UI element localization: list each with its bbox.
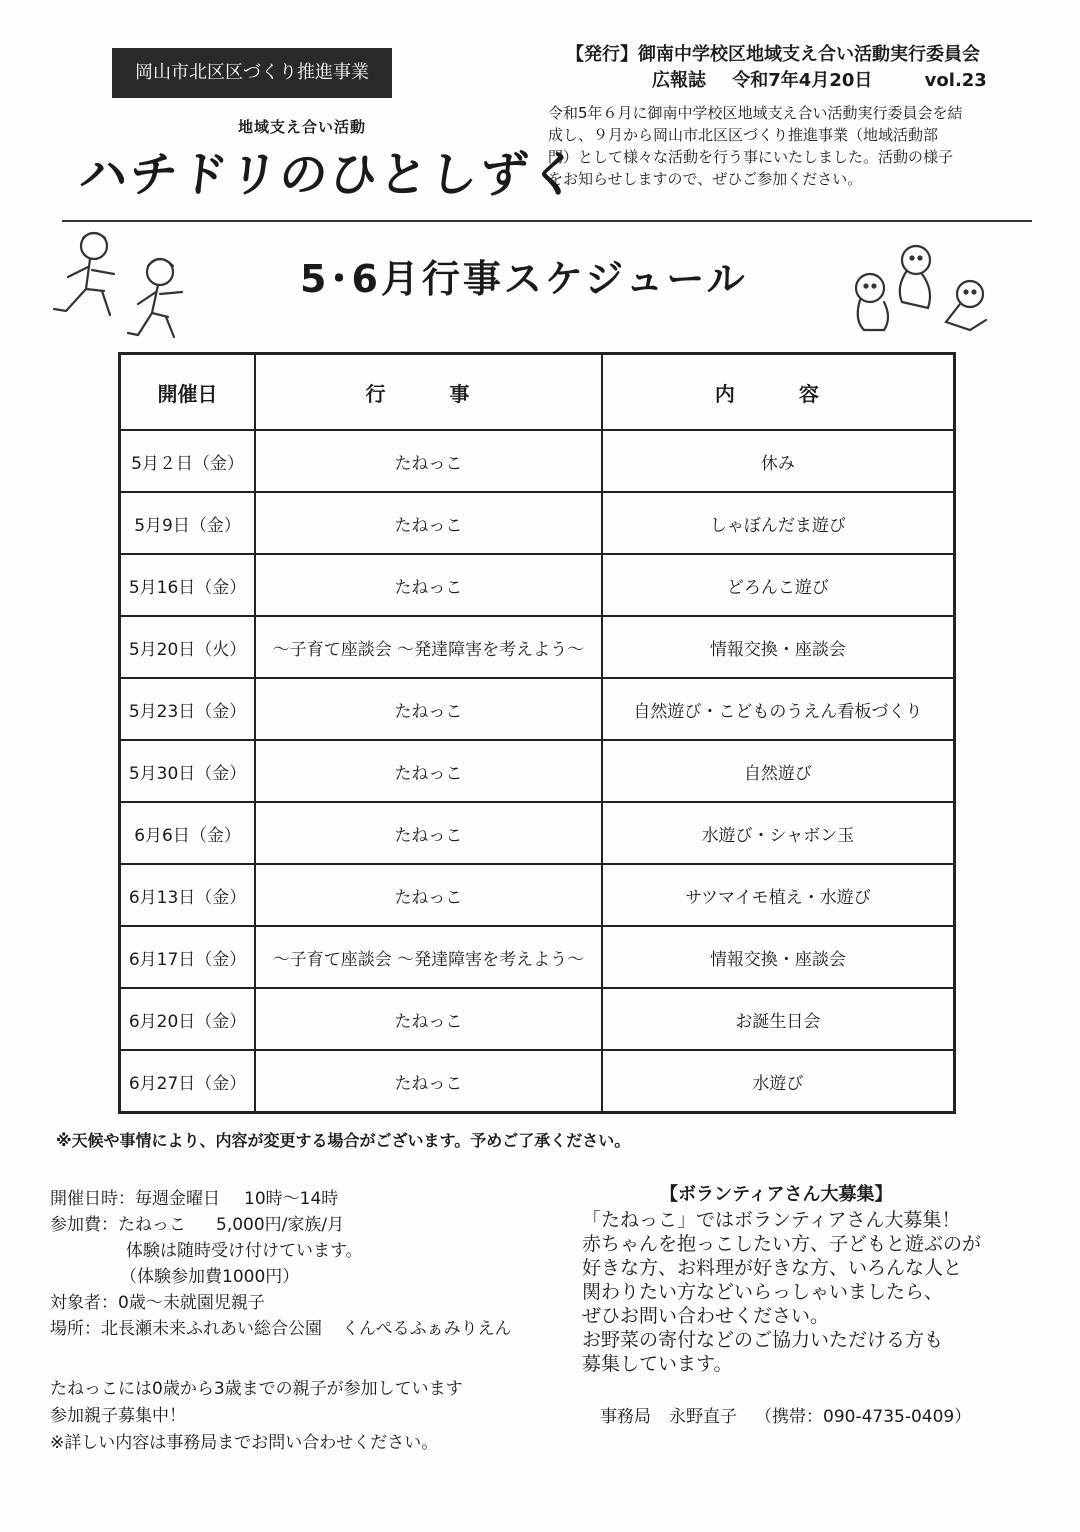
row-content: サツマイモ植え・水遊び bbox=[602, 864, 955, 926]
row-content: 自然遊び・こどものうえん看板づくり bbox=[602, 678, 955, 740]
column-header-date: 開催日 bbox=[120, 354, 256, 431]
row-date: 5月9日（金） bbox=[120, 492, 256, 554]
row-event: たねっこ bbox=[255, 678, 602, 740]
info-fee-value: 5,000円/家族/月 bbox=[216, 1215, 345, 1235]
row-date: 6月20日（金） bbox=[120, 988, 256, 1050]
table-row bbox=[120, 864, 955, 926]
row-content: 情報交換・座談会 bbox=[602, 616, 955, 678]
issue-line bbox=[652, 66, 987, 92]
contact-office: 事務局 bbox=[600, 1407, 651, 1427]
intro-line: 門）として様々な活動を行う事にいたしました。活動の様子 bbox=[548, 148, 954, 166]
intro-line: をお知らせしますので、ぜひご参加ください。 bbox=[548, 170, 863, 188]
row-event: たねっこ bbox=[255, 430, 602, 492]
row-content: 水遊び・シャボン玉 bbox=[602, 802, 955, 864]
table-row bbox=[120, 554, 955, 616]
table-row bbox=[120, 678, 955, 740]
row-event: たねっこ bbox=[255, 740, 602, 802]
toddlers-illustration bbox=[842, 238, 1002, 338]
publisher: 【発行】御南中学校区地域支え合い活動実行委員会 bbox=[566, 44, 980, 65]
logo-title: ハチドリのひとしずく bbox=[76, 147, 583, 203]
volunteer-line: 好きな方、お料理が好きな方、いろんな人と bbox=[582, 1257, 963, 1279]
info-fee bbox=[50, 1212, 512, 1238]
info-schedule-time: 10時～14時 bbox=[244, 1189, 339, 1209]
row-date: 5月30日（金） bbox=[120, 740, 256, 802]
table-row bbox=[120, 740, 955, 802]
logo-subtitle: 地域支え合い活動 bbox=[238, 118, 367, 136]
table-row bbox=[120, 430, 955, 492]
row-date: 6月27日（金） bbox=[120, 1050, 256, 1113]
table-row bbox=[120, 1050, 955, 1113]
project-badge: 岡山市北区区づくり推進事業 bbox=[112, 48, 392, 98]
row-event: たねっこ bbox=[255, 864, 602, 926]
row-date: 5月16日（金） bbox=[120, 554, 256, 616]
row-event: たねっこ bbox=[255, 1050, 602, 1113]
row-content: 休み bbox=[602, 430, 955, 492]
info-trial: 体験は随時受け付けています。 bbox=[126, 1241, 363, 1261]
row-content: しゃぼんだま遊び bbox=[602, 492, 955, 554]
info-place-label: 場所：北長瀬未来ふれあい総合公園 bbox=[50, 1319, 322, 1339]
schedule-title: 5･6月行事スケジュール bbox=[300, 257, 748, 301]
volunteer-line: ぜひお問い合わせください。 bbox=[582, 1305, 830, 1327]
volunteer-text bbox=[582, 1208, 1042, 1376]
table-row bbox=[120, 926, 955, 988]
row-content: お誕生日会 bbox=[602, 988, 955, 1050]
closing-line: 参加親子募集中！ bbox=[50, 1406, 186, 1426]
volunteer-title: 【ボランティアさん大募集】 bbox=[660, 1184, 893, 1205]
closing-line: ※詳しい内容は事務局までお問い合わせください。 bbox=[50, 1433, 439, 1453]
column-header-content: 内 容 bbox=[602, 354, 955, 431]
volunteer-line: お野菜の寄付などのご協力いただける方も bbox=[582, 1329, 944, 1351]
closing-line: たねっこには0歳から3歳までの親子が参加しています bbox=[50, 1379, 463, 1399]
row-date: 5月20日（火） bbox=[120, 616, 256, 678]
header-divider bbox=[62, 220, 1032, 222]
row-event: ～子育て座談会 ～発達障害を考えよう～ bbox=[255, 616, 602, 678]
row-event: たねっこ bbox=[255, 492, 602, 554]
row-content: 自然遊び bbox=[602, 740, 955, 802]
schedule-note: ※天候や事情により、内容が変更する場合がございます。予めご了承ください。 bbox=[56, 1131, 631, 1150]
table-row bbox=[120, 988, 955, 1050]
info-schedule-label: 開催日時：毎週金曜日 bbox=[50, 1189, 220, 1209]
info-place bbox=[50, 1316, 512, 1342]
volunteer-line: 「たねっこ」ではボランティアさん大募集！ bbox=[582, 1209, 961, 1231]
intro-text bbox=[548, 102, 1018, 190]
row-event: たねっこ bbox=[255, 988, 602, 1050]
row-date: 6月6日（金） bbox=[120, 802, 256, 864]
table-row bbox=[120, 802, 955, 864]
row-content: 情報交換・座談会 bbox=[602, 926, 955, 988]
volunteer-line: 関わりたい方などいらっしゃいましたら、 bbox=[582, 1281, 944, 1303]
info-schedule bbox=[50, 1186, 512, 1212]
row-date: 5月23日（金） bbox=[120, 678, 256, 740]
volunteer-line: 募集しています。 bbox=[582, 1353, 733, 1375]
row-date: 5月２日（金） bbox=[120, 430, 256, 492]
info-place-name: くんぺるふぁみりえん bbox=[342, 1319, 512, 1339]
contact-name: 永野直子 bbox=[669, 1407, 737, 1427]
info-trial-fee: （体験参加費1000円） bbox=[120, 1267, 300, 1287]
running-children-illustration bbox=[50, 222, 200, 342]
info-fee-label: 参加費：たねっこ bbox=[50, 1215, 186, 1235]
issue-label: 広報誌 bbox=[652, 70, 706, 91]
table-header-row bbox=[120, 354, 955, 431]
column-header-event: 行 事 bbox=[255, 354, 602, 431]
row-event: たねっこ bbox=[255, 554, 602, 616]
closing-text bbox=[50, 1376, 463, 1457]
schedule-table bbox=[118, 352, 956, 1114]
issue-volume: vol.23 bbox=[924, 70, 987, 91]
row-content: どろんこ遊び bbox=[602, 554, 955, 616]
contact-info bbox=[600, 1402, 989, 1427]
row-event: たねっこ bbox=[255, 802, 602, 864]
volunteer-line: 赤ちゃんを抱っこしたい方、子どもと遊ぶのが bbox=[582, 1233, 982, 1255]
row-content: 水遊び bbox=[602, 1050, 955, 1113]
table-row bbox=[120, 616, 955, 678]
row-date: 6月17日（金） bbox=[120, 926, 256, 988]
intro-line: 成し、９月から岡山市北区区づくり推進事業（地域活動部 bbox=[548, 126, 939, 144]
contact-phone: （携帯：090-4735-0409） bbox=[755, 1407, 972, 1427]
intro-line: 令和5年６月に御南中学校区地域支え合い活動実行委員会を結 bbox=[548, 104, 963, 122]
event-info bbox=[50, 1186, 512, 1342]
issue-date: 令和7年4月20日 bbox=[732, 70, 873, 91]
table-row bbox=[120, 492, 955, 554]
row-date: 6月13日（金） bbox=[120, 864, 256, 926]
row-event: ～子育て座談会 ～発達障害を考えよう～ bbox=[255, 926, 602, 988]
info-target: 対象者：0歳～未就園児親子 bbox=[50, 1293, 265, 1313]
